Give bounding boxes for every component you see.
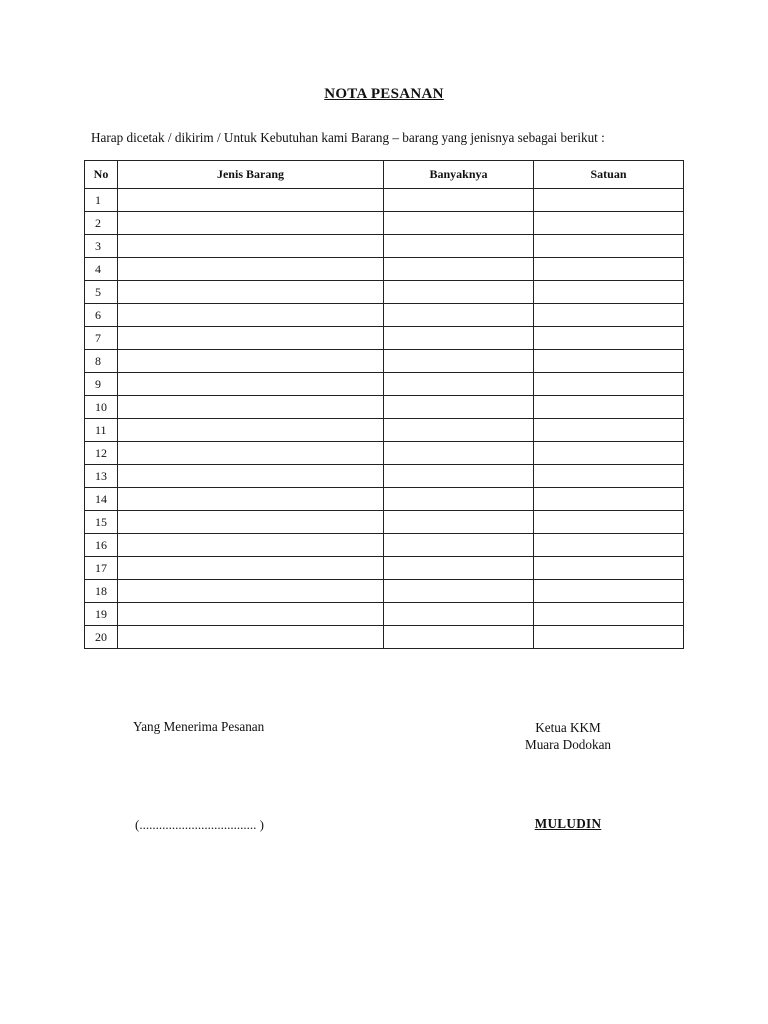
cell-satuan[interactable] xyxy=(534,258,684,281)
cell-jenis-barang[interactable] xyxy=(118,396,384,419)
cell-jenis-barang[interactable] xyxy=(118,373,384,396)
cell-banyaknya[interactable] xyxy=(384,511,534,534)
cell-jenis-barang[interactable] xyxy=(118,258,384,281)
cell-jenis-barang[interactable] xyxy=(118,465,384,488)
cell-satuan[interactable] xyxy=(534,488,684,511)
table-row xyxy=(85,465,684,488)
table-row xyxy=(85,281,684,304)
cell-satuan[interactable] xyxy=(534,189,684,212)
row-number: 20 xyxy=(85,626,118,649)
table-row xyxy=(85,534,684,557)
header-satuan: Satuan xyxy=(534,161,684,189)
cell-satuan[interactable] xyxy=(534,235,684,258)
table-body xyxy=(85,189,684,649)
table-row xyxy=(85,327,684,350)
cell-satuan[interactable] xyxy=(534,442,684,465)
table-row xyxy=(85,258,684,281)
cell-banyaknya[interactable] xyxy=(384,327,534,350)
table-row xyxy=(85,304,684,327)
cell-jenis-barang[interactable] xyxy=(118,488,384,511)
table-row xyxy=(85,373,684,396)
receiver-label: Yang Menerima Pesanan xyxy=(133,719,265,734)
signer-name: MULUDIN xyxy=(534,816,602,831)
cell-satuan[interactable] xyxy=(534,534,684,557)
header-banyaknya: Banyaknya xyxy=(384,161,534,189)
cell-jenis-barang[interactable] xyxy=(118,626,384,649)
cell-jenis-barang[interactable] xyxy=(118,327,384,350)
row-number: 5 xyxy=(85,281,118,304)
cell-satuan[interactable] xyxy=(534,511,684,534)
cell-banyaknya[interactable] xyxy=(384,258,534,281)
cell-jenis-barang[interactable] xyxy=(118,534,384,557)
row-number: 4 xyxy=(85,258,118,281)
receiver-signature-placeholder: (.................................... ) xyxy=(135,817,264,832)
cell-banyaknya[interactable] xyxy=(384,580,534,603)
cell-banyaknya[interactable] xyxy=(384,488,534,511)
row-number: 3 xyxy=(85,235,118,258)
cell-satuan[interactable] xyxy=(534,373,684,396)
row-number: 19 xyxy=(85,603,118,626)
cell-satuan[interactable] xyxy=(534,557,684,580)
cell-banyaknya[interactable] xyxy=(384,373,534,396)
cell-jenis-barang[interactable] xyxy=(118,557,384,580)
cell-banyaknya[interactable] xyxy=(384,189,534,212)
cell-satuan[interactable] xyxy=(534,465,684,488)
cell-banyaknya[interactable] xyxy=(384,442,534,465)
cell-jenis-barang[interactable] xyxy=(118,212,384,235)
cell-jenis-barang[interactable] xyxy=(118,235,384,258)
cell-jenis-barang[interactable] xyxy=(118,350,384,373)
table-row xyxy=(85,626,684,649)
cell-banyaknya[interactable] xyxy=(384,304,534,327)
table-row xyxy=(85,488,684,511)
cell-satuan[interactable] xyxy=(534,304,684,327)
cell-banyaknya[interactable] xyxy=(384,626,534,649)
cell-jenis-barang[interactable] xyxy=(118,580,384,603)
table-row xyxy=(85,442,684,465)
row-number: 18 xyxy=(85,580,118,603)
row-number: 13 xyxy=(85,465,118,488)
header-no: No xyxy=(85,161,118,189)
cell-satuan[interactable] xyxy=(534,580,684,603)
cell-banyaknya[interactable] xyxy=(384,465,534,488)
table-row xyxy=(85,189,684,212)
row-number: 14 xyxy=(85,488,118,511)
cell-banyaknya[interactable] xyxy=(384,603,534,626)
table-row xyxy=(85,580,684,603)
cell-banyaknya[interactable] xyxy=(384,419,534,442)
table-row xyxy=(85,511,684,534)
row-number: 17 xyxy=(85,557,118,580)
signer-location: Muara Dodokan xyxy=(524,737,612,752)
table-row xyxy=(85,212,684,235)
cell-satuan[interactable] xyxy=(534,281,684,304)
cell-banyaknya[interactable] xyxy=(384,396,534,419)
cell-jenis-barang[interactable] xyxy=(118,511,384,534)
table-row xyxy=(85,396,684,419)
cell-satuan[interactable] xyxy=(534,419,684,442)
table-row xyxy=(85,350,684,373)
cell-banyaknya[interactable] xyxy=(384,281,534,304)
table-header-row xyxy=(85,161,684,189)
cell-satuan[interactable] xyxy=(534,626,684,649)
cell-jenis-barang[interactable] xyxy=(118,281,384,304)
cell-banyaknya[interactable] xyxy=(384,557,534,580)
table-row xyxy=(85,557,684,580)
signer-title xyxy=(508,719,628,753)
cell-banyaknya[interactable] xyxy=(384,212,534,235)
row-number: 9 xyxy=(85,373,118,396)
cell-satuan[interactable] xyxy=(534,327,684,350)
row-number: 15 xyxy=(85,511,118,534)
row-number: 11 xyxy=(85,419,118,442)
header-jenis-barang: Jenis Barang xyxy=(118,161,384,189)
row-number: 12 xyxy=(85,442,118,465)
cell-satuan[interactable] xyxy=(534,396,684,419)
document-title: NOTA PESANAN xyxy=(324,86,444,102)
cell-banyaknya[interactable] xyxy=(384,235,534,258)
row-number: 16 xyxy=(85,534,118,557)
intro-text: Harap dicetak / dikirim / Untuk Kebutuhan kami Barang – barang yang jenisnya sebagai berikut : xyxy=(91,130,605,145)
row-number: 7 xyxy=(85,327,118,350)
cell-jenis-barang[interactable] xyxy=(118,189,384,212)
cell-jenis-barang[interactable] xyxy=(118,442,384,465)
cell-jenis-barang[interactable] xyxy=(118,304,384,327)
row-number: 2 xyxy=(85,212,118,235)
row-number: 8 xyxy=(85,350,118,373)
table-row xyxy=(85,419,684,442)
order-table xyxy=(84,160,684,649)
cell-jenis-barang[interactable] xyxy=(118,419,384,442)
cell-jenis-barang[interactable] xyxy=(118,603,384,626)
cell-satuan[interactable] xyxy=(534,350,684,373)
cell-banyaknya[interactable] xyxy=(384,534,534,557)
cell-satuan[interactable] xyxy=(534,212,684,235)
table-row xyxy=(85,603,684,626)
cell-satuan[interactable] xyxy=(534,603,684,626)
row-number: 6 xyxy=(85,304,118,327)
row-number: 1 xyxy=(85,189,118,212)
cell-banyaknya[interactable] xyxy=(384,350,534,373)
table-row xyxy=(85,235,684,258)
signer-role: Ketua KKM xyxy=(535,720,601,735)
row-number: 10 xyxy=(85,396,118,419)
